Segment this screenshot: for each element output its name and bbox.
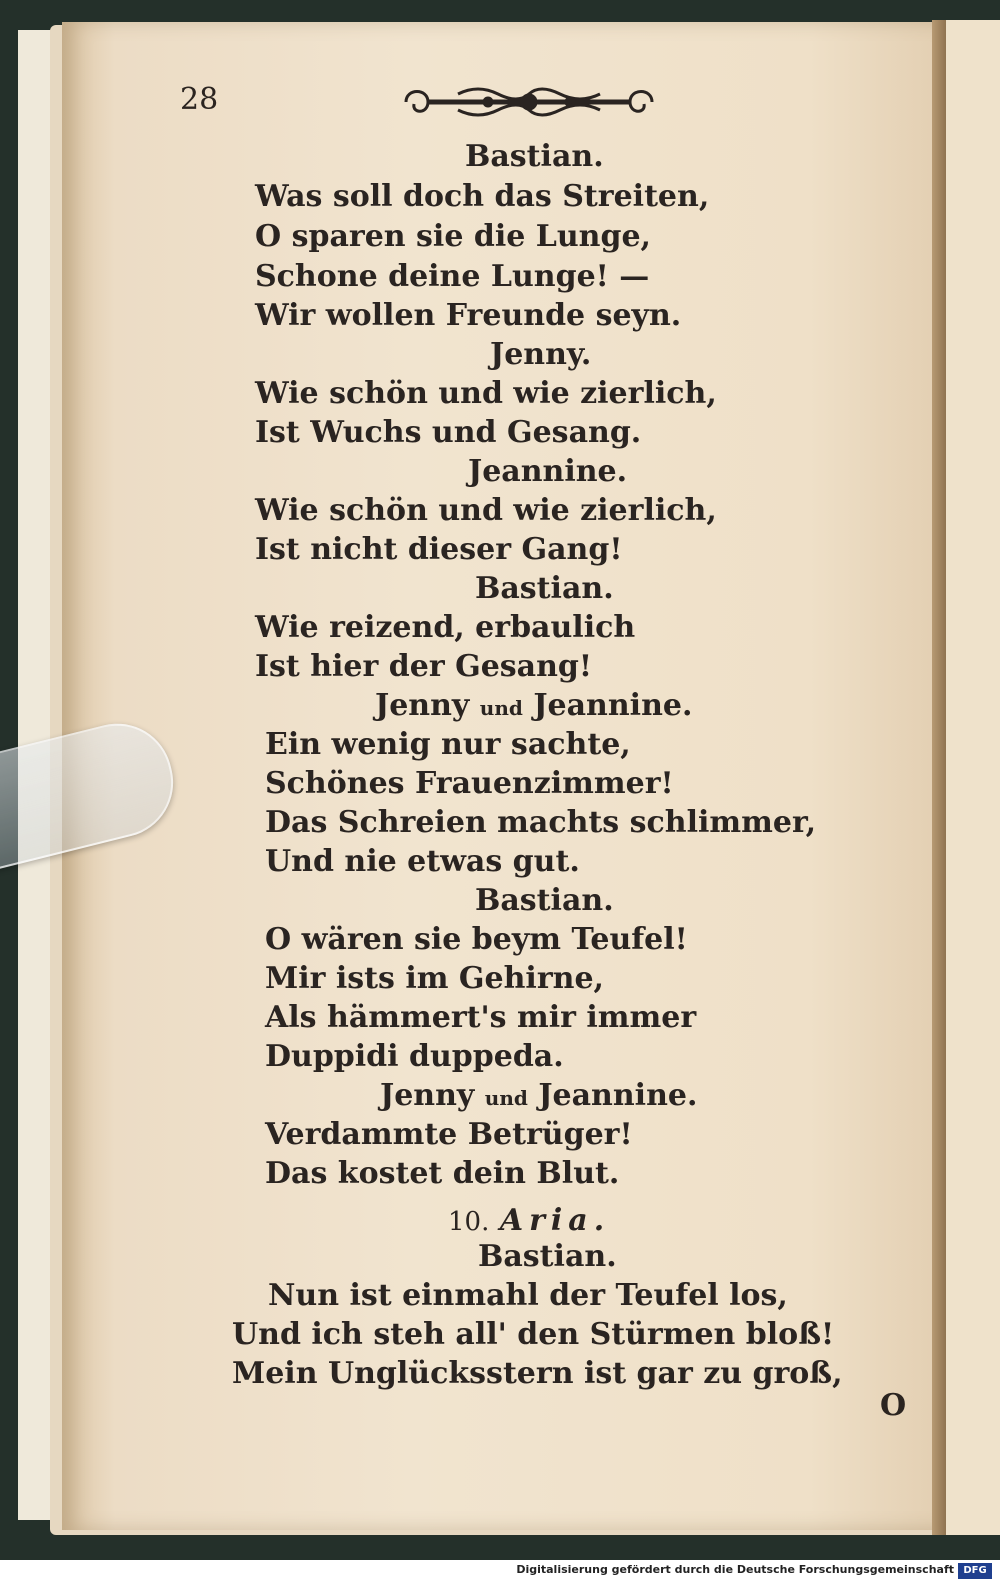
speaker-name: Jenny [380,1078,475,1113]
verse-line: Als hämmert's mir immer [265,1000,697,1035]
speaker-jeannine: Jeannine. [468,454,628,489]
verse-line: Wie schön und wie zierlich, [255,493,717,528]
verse-line: Was soll doch das Streiten, [255,179,710,214]
speaker-bastian: Bastian. [465,139,604,174]
facing-page-edge [946,20,1000,1535]
aria-heading [448,1202,610,1241]
verse-line: O sparen sie die Lunge, [255,219,651,254]
page-number: 28 [180,82,219,117]
verse-line: Ist hier der Gesang! [255,649,593,684]
verse-line: Wie schön und wie zierlich, [255,376,717,411]
speaker-name: Jeannine. [533,688,693,723]
speaker-jenny-und-jeannine [375,687,692,727]
verse-line: Ist Wuchs und Gesang. [255,415,642,450]
aria-title: Aria. [499,1203,611,1238]
verse-line: Verdammte Betrüger! [265,1117,633,1152]
printer-ornament-icon [398,82,660,122]
verse-line: Wir wollen Freunde seyn. [255,298,682,333]
verse-line: Und nie etwas gut. [265,844,580,879]
speaker-conjunction: und [479,696,523,720]
verse-line: Schone deine Lunge! — [255,259,650,294]
footer-bar [0,1560,1000,1583]
verse-line: Nun ist einmahl der Teufel los, [268,1278,788,1313]
verse-line: O wären sie beym Teufel! [265,922,688,957]
speaker-conjunction: und [484,1086,528,1110]
speaker-bastian: Bastian. [475,883,614,918]
verse-line: Mein Unglücksstern ist gar zu groß, [232,1356,843,1391]
verse-line: Ist nicht dieser Gang! [255,532,623,567]
speaker-bastian: Bastian. [475,571,614,606]
speaker-name: Jenny [375,688,470,723]
verse-line: Wie reizend, erbaulich [255,610,636,645]
verse-line: Schönes Frauenzimmer! [265,766,674,801]
verse-line: Das kostet dein Blut. [265,1156,620,1191]
dfg-logo: DFG [958,1563,992,1579]
aria-number: 10. [448,1207,490,1237]
footer-credit: Digitalisierung gefördert durch die Deutsche Forschungsgemeinschaft [516,1563,954,1576]
speaker-bastian: Bastian. [478,1239,617,1274]
verse-line: Und ich steh all' den Stürmen bloß! [232,1317,835,1352]
verse-line: Duppidi duppeda. [265,1039,564,1074]
catchword: O [880,1388,907,1423]
verse-line: Ein wenig nur sachte, [265,727,631,762]
verse-line: Das Schreien machts schlimmer, [265,805,817,840]
verse-line: Mir ists im Gehirne, [265,961,604,996]
speaker-jenny-und-jeannine [380,1077,697,1117]
speaker-name: Jeannine. [538,1078,698,1113]
speaker-jenny: Jenny. [490,337,592,372]
